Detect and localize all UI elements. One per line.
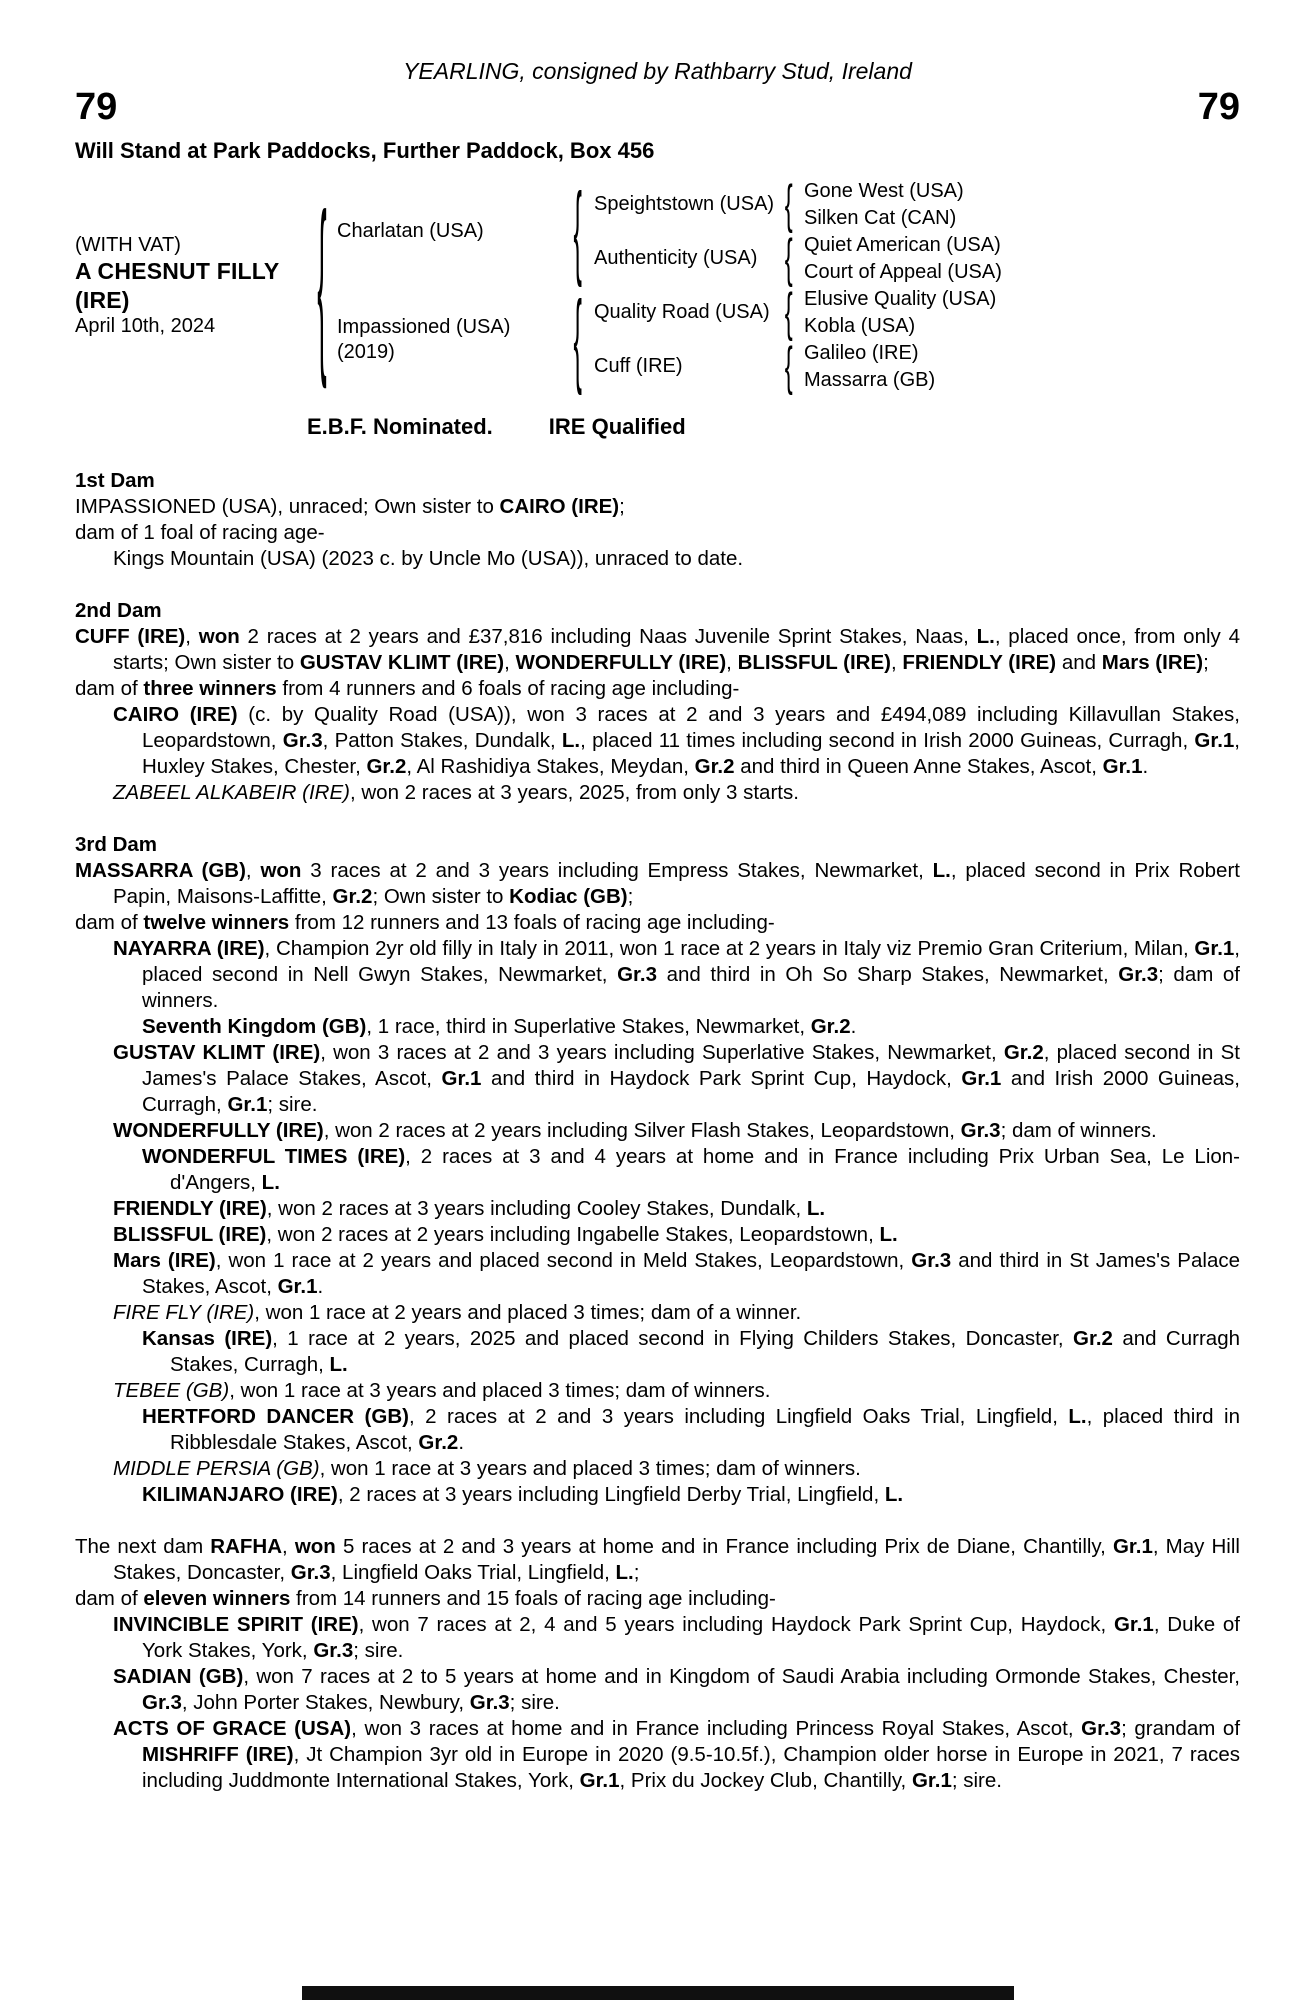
dam-sections [75, 468, 1240, 1794]
section-third-dam [75, 832, 1240, 1508]
dam-dam-sire: Galileo (IRE) [804, 341, 919, 364]
brace-gen3-4: { [785, 336, 793, 396]
pedigree-entry: dam of 1 foal of racing age- [75, 520, 325, 544]
pedigree-entry: NAYARRA (IRE), Champion 2yr old filly in Italy in 2011, won 1 race at 2 years in Italy viz Premio Gran Criterium, Milan, Gr.1, placed second in Nell Gwyn Stakes, Newmarket, Gr.3 and third in Oh So Sharp Stakes, Newmarket, Gr.3; dam of winners. [113, 936, 1241, 1012]
pedigree-entry: dam of twelve winners from 12 runners and 13 foals of racing age including- [75, 910, 775, 934]
pedigree-entry: Seventh Kingdom (GB), 1 race, third in Superlative Stakes, Newmarket, Gr.2. [142, 1014, 857, 1038]
brace-dam-parents: { [573, 280, 583, 396]
pedigree-entry: WONDERFUL TIMES (IRE), 2 races at 3 and 4 years at home and in France including Prix Urban Sea, Le Lion-d'Angers, L. [142, 1144, 1240, 1194]
dam-sire-sire: Elusive Quality (USA) [804, 287, 997, 310]
consignor-line: YEARLING, consigned by Rathbarry Stud, Ireland [403, 58, 912, 84]
second-dam-heading: 2nd Dam [75, 598, 162, 622]
brace-sire-parents: { [573, 172, 583, 288]
pedigree-entry: The next dam RAFHA, won 5 races at 2 and 3 years at home and in France including Prix de Diane, Chantilly, Gr.1, May Hill Stakes, Doncaster, Gr.3, Lingfield Oaks Trial, Lingfield, L.; [75, 1534, 1240, 1584]
sire-name: Charlatan (USA) [337, 220, 484, 243]
section-next-dam [75, 1534, 1240, 1794]
pedigree-entry: Mars (IRE), won 1 race at 2 years and placed second in Meld Stakes, Leopardstown, Gr.3 and third in St James's Palace Stakes, Ascot, Gr.1. [113, 1248, 1240, 1298]
stand-location-line: Will Stand at Park Paddocks, Further Paddock, Box 456 [75, 137, 655, 163]
pedigree-entry: Kansas (IRE), 1 race at 2 years, 2025 and placed second in Flying Childers Stakes, Doncaster, Gr.2 and Curragh Stakes, Curragh, L. [142, 1326, 1240, 1376]
sire-sire-dam: Silken Cat (CAN) [804, 206, 957, 229]
pedigree-entry: WONDERFULLY (IRE), won 2 races at 2 years including Silver Flash Stakes, Leopardstown, Gr.3; dam of winners. [113, 1118, 1157, 1142]
horse-info [75, 178, 307, 394]
sire-sire-sire: Gone West (USA) [804, 179, 964, 202]
foal-date: April 10th, 2024 [75, 314, 216, 337]
pedigree-entry: IMPASSIONED (USA), unraced; Own sister to CAIRO (IRE); [75, 494, 625, 518]
brace-gen3-3: { [785, 282, 793, 342]
pedigree-table [75, 172, 1240, 396]
pedigree-entry: HERTFORD DANCER (GB), 2 races at 2 and 3 years including Lingfield Oaks Trial, Lingfield, L., placed third in Ribblesdale Stakes, Ascot, Gr.2. [142, 1404, 1240, 1454]
dam-dam-dam: Massarra (GB) [804, 368, 936, 391]
sire-dam: Authenticity (USA) [594, 247, 758, 270]
pedigree-entry: CUFF (IRE), won 2 races at 2 years and £37,816 including Naas Juvenile Sprint Stakes, Naas, L., placed once, from only 4 starts; Own sister to GUSTAV KLIMT (IRE), WONDERFULLY (IRE), BLISSFUL (IRE), FRIENDLY (IRE) and Mars (IRE); [75, 624, 1240, 674]
pedigree-entry: BLISSFUL (IRE), won 2 races at 2 years including Ingabelle Stakes, Leopardstown, L. [113, 1222, 898, 1246]
ebf-nominated-label: E.B.F. Nominated. [307, 413, 493, 439]
pedigree-entry: ACTS OF GRACE (USA), won 3 races at home and in France including Princess Royal Stakes, Ascot, Gr.3; grandam of MISHRIFF (IRE), Jt Champion 3yr old in Europe in 2020 (9.5-10.5f.), Champion older horse in Europe in 2021, 7 races including Juddmonte International Stakes, York, Gr.1, Prix du Jockey Club, Chantilly, Gr.1; sire. [113, 1716, 1241, 1792]
ire-qualified-label: IRE Qualified [548, 413, 686, 439]
pedigree-entry: TEBEE (GB), won 1 race at 3 years and placed 3 times; dam of winners. [113, 1378, 771, 1402]
dam-name: Impassioned (USA) (2019) [337, 315, 511, 363]
pedigree-entry: ZABEEL ALKABEIR (IRE), won 2 races at 3 years, 2025, from only 3 starts. [113, 780, 799, 804]
section-second-dam [75, 598, 1240, 806]
pedigree-entry: Kings Mountain (USA) (2023 c. by Uncle Mo (USA)), unraced to date. [113, 546, 744, 570]
vat-note: (WITH VAT) [75, 233, 181, 256]
third-dam-heading: 3rd Dam [75, 832, 158, 856]
page-bottom-bar [302, 1986, 1014, 2000]
sire-dam-dam: Court of Appeal (USA) [804, 260, 1002, 283]
sire-sire: Speightstown (USA) [594, 193, 775, 216]
pedigree-entry: MIDDLE PERSIA (GB), won 1 race at 3 years and placed 3 times; dam of winners. [113, 1456, 861, 1480]
dam-year: (2019) [337, 340, 395, 363]
pedigree-entry: FIRE FLY (IRE), won 1 race at 2 years and placed 3 times; dam of a winner. [113, 1300, 802, 1324]
lot-number-right: 79 [1197, 85, 1240, 128]
lot-number-left: 79 [75, 85, 118, 128]
pedigree-entry: dam of three winners from 4 runners and 6 foals of racing age including- [75, 676, 740, 700]
qualification-line [307, 414, 1240, 440]
pedigree-entry: SADIAN (GB), won 7 races at 2 to 5 years at home and in Kingdom of Saudi Arabia including Ormonde Stakes, Chester, Gr.3, John Porter Stakes, Newbury, Gr.3; sire. [113, 1664, 1240, 1714]
pedigree-entry: FRIENDLY (IRE), won 2 races at 3 years including Cooley Stakes, Dundalk, L. [113, 1196, 826, 1220]
horse-name: A CHESNUT FILLY [75, 258, 280, 285]
brace-parents: { [317, 175, 327, 390]
first-dam-heading: 1st Dam [75, 468, 155, 492]
pedigree-entry: INVINCIBLE SPIRIT (IRE), won 7 races at 2, 4 and 5 years including Haydock Park Sprint Cup, Haydock, Gr.1, Duke of York Stakes, York, Gr.3; sire. [113, 1612, 1240, 1662]
pedigree-entry: GUSTAV KLIMT (IRE), won 3 races at 2 and 3 years including Superlative Stakes, Newmarket, Gr.2, placed second in St James's Palace Stakes, Ascot, Gr.1 and third in Haydock Park Sprint Cup, Haydock, Gr.1 and Irish 2000 Guineas, Curragh, Gr.1; sire. [113, 1040, 1240, 1116]
pedigree-entry: CAIRO (IRE) (c. by Quality Road (USA)), won 3 races at 2 and 3 years and £494,089 including Killavullan Stakes, Leopardstown, Gr.3, Patton Stakes, Dundalk, L., placed 11 times including second in Irish 2000 Guineas, Curragh, Gr.1, Huxley Stakes, Chester, Gr.2, Al Rashidiya Stakes, Meydan, Gr.2 and third in Queen Anne Stakes, Ascot, Gr.1. [113, 702, 1240, 778]
brace-gen3-1: { [785, 174, 793, 234]
dam-sire-dam: Kobla (USA) [804, 314, 916, 337]
dam-sire: Quality Road (USA) [594, 301, 770, 324]
pedigree-entry: dam of eleven winners from 14 runners and 15 foals of racing age including- [75, 1586, 776, 1610]
lot-number-row [75, 85, 1240, 128]
pedigree-entry: MASSARRA (GB), won 3 races at 2 and 3 years including Empress Stakes, Newmarket, L., placed second in Prix Robert Papin, Maisons-Laffitte, Gr.2; Own sister to Kodiac (GB); [75, 858, 1240, 908]
sire-dam-sire: Quiet American (USA) [804, 233, 1001, 256]
section-first-dam [75, 468, 1240, 572]
pedigree-entry: KILIMANJARO (IRE), 2 races at 3 years including Lingfield Derby Trial, Lingfield, L. [142, 1482, 904, 1506]
brace-gen3-2: { [785, 228, 793, 288]
dam-dam: Cuff (IRE) [594, 355, 683, 378]
horse-name-suffix: (IRE) [75, 286, 130, 313]
